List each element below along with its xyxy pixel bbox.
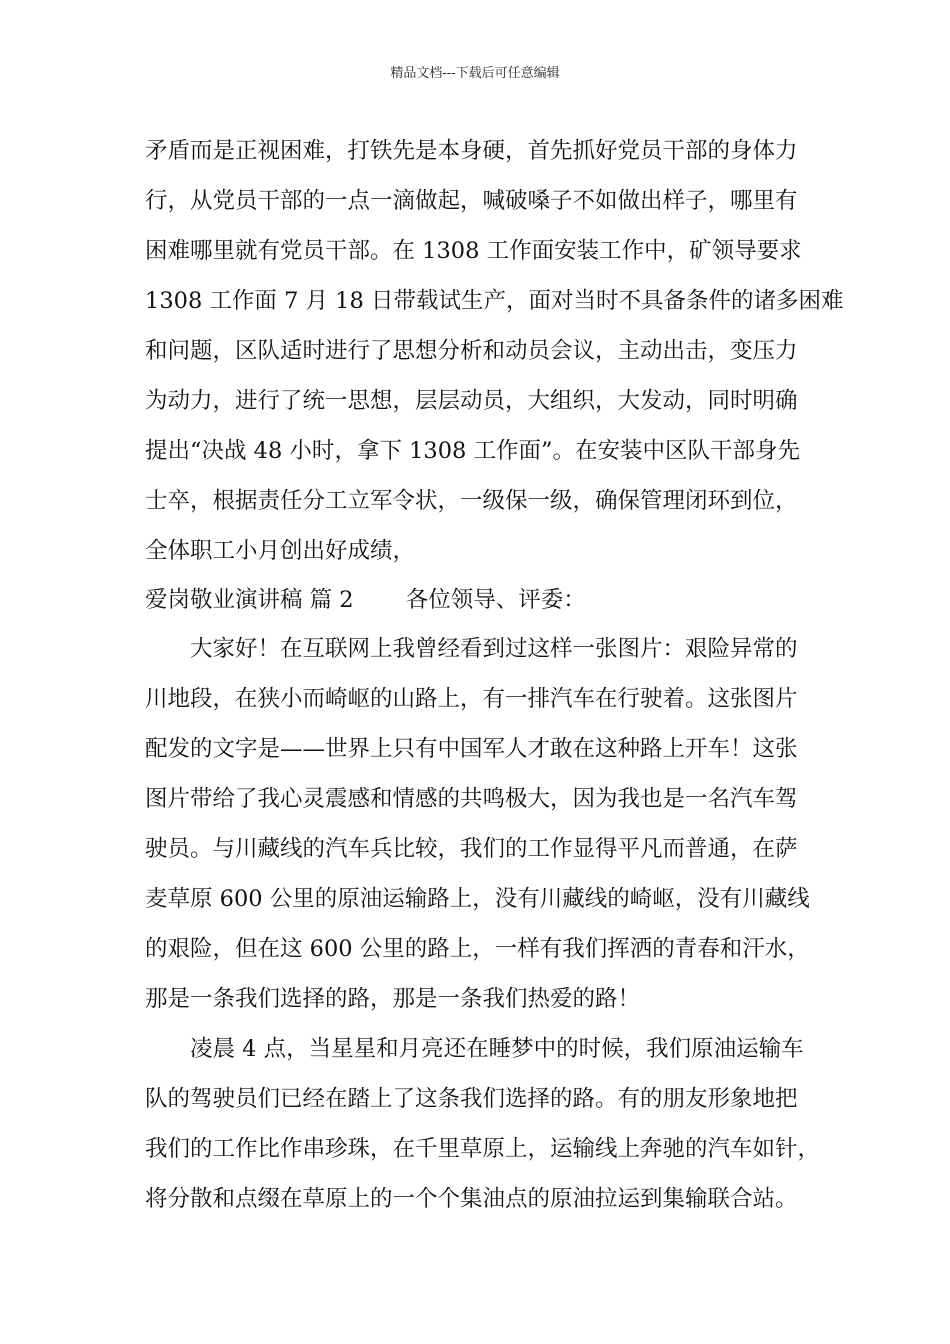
text-line: 士卒，根据责任分工立军令状，一级保一级，确保管理闭环到位，	[145, 488, 798, 514]
text-line: 提出“决战 48 小时，拿下 1308 工作面”。在安装中区队干部身先	[145, 438, 801, 464]
section-heading: 爱岗敬业演讲稿 篇 2 各位领导、评委：	[145, 587, 586, 613]
text-line: 图片带给了我心灵震感和情感的共鸣极大，因为我也是一名汽车驾	[145, 786, 798, 812]
text-line: 困难哪里就有党员干部。在 1308 工作面安装工作中，矿领导要求	[145, 238, 802, 264]
text-line: 驶员。与川藏线的汽车兵比较，我们的工作显得平凡而普通，在萨	[145, 836, 798, 862]
page-header: 精品文档---下载后可任意编辑	[390, 66, 560, 81]
text-line: 1308 工作面 7 月 18 日带载试生产，面对当时不具备条件的诸多困难	[145, 288, 844, 314]
text-line: 的艰险，但在这 600 公里的路上，一样有我们挥洒的青春和汗水，	[145, 936, 810, 962]
text-line: 麦草原 600 公里的原油运输路上，没有川藏线的崎岖，没有川藏线	[145, 886, 810, 912]
text-line: 为动力，进行了统一思想，层层动员，大组织，大发动，同时明确	[145, 388, 798, 414]
paragraph-start-line: 凌晨 4 点，当星星和月亮还在睡梦中的时候，我们原油运输车	[190, 1036, 804, 1062]
text-line: 那是一条我们选择的路，那是一条我们热爱的路！	[145, 986, 641, 1012]
text-line: 行，从党员干部的一点一滴做起，喊破嗓子不如做出样子，哪里有	[145, 188, 798, 214]
text-line: 全体职工小月创出好成绩，	[145, 538, 416, 564]
text-line: 将分散和点缀在草原上的一个个集油点的原油拉运到集输联合站。	[145, 1186, 798, 1212]
text-line: 和问题，区队适时进行了思想分析和动员会议，主动出击，变压力	[145, 338, 798, 364]
text-line: 队的驾驶员们已经在踏上了这条我们选择的路。有的朋友形象地把	[145, 1086, 798, 1112]
text-line: 我们的工作比作串珍珠，在千里草原上，运输线上奔驰的汽车如针，	[145, 1136, 821, 1162]
text-line: 矛盾而是正视困难，打铁先是本身硬，首先抓好党员干部的身体力	[145, 138, 798, 164]
text-line: 川地段，在狭小而崎岖的山路上，有一排汽车在行驶着。这张图片	[145, 686, 798, 712]
paragraph-start-line: 大家好！在互联网上我曾经看到过这样一张图片：艰险异常的	[190, 636, 798, 662]
text-line: 配发的文字是——世界上只有中国军人才敢在这种路上开车！这张	[145, 736, 798, 762]
